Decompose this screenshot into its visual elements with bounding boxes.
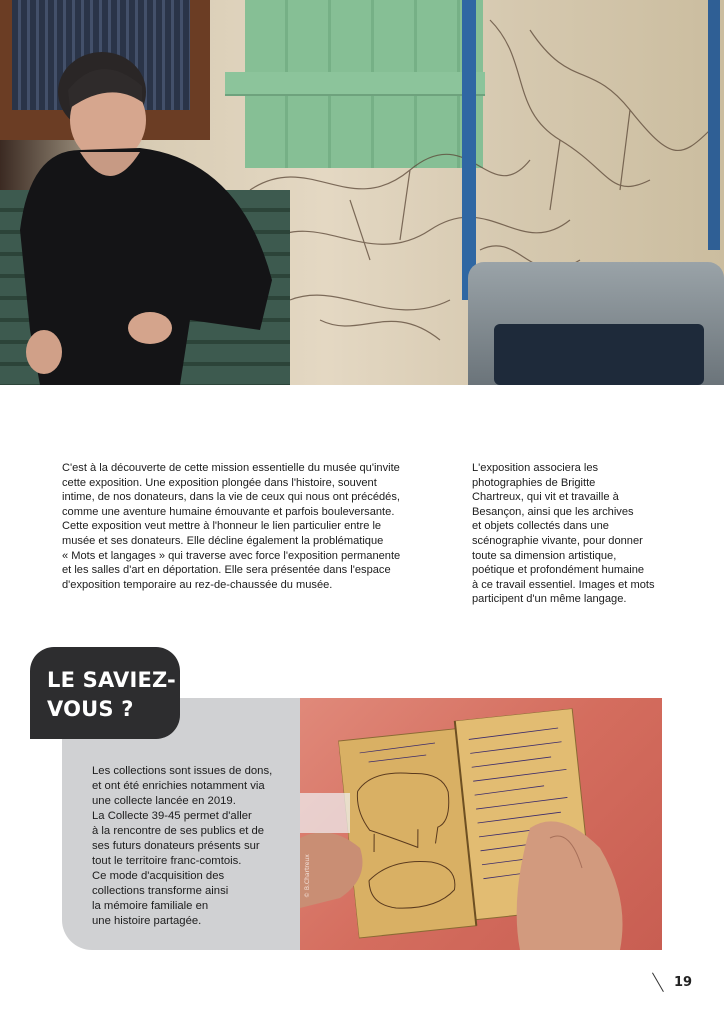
did-you-know-text xyxy=(92,764,297,929)
blue-pipe xyxy=(462,0,476,300)
did-you-know-title-line1: LE SAVIEZ- xyxy=(47,668,176,692)
page-folio xyxy=(648,973,708,997)
exhibition-text-column xyxy=(472,461,668,607)
folio-slash xyxy=(652,973,664,993)
seated-woman-illustration xyxy=(10,30,290,385)
metal-chair xyxy=(468,262,724,385)
did-you-know-title-line2: VOUS ? xyxy=(47,697,134,721)
photo-credit: © B.Chartreux xyxy=(304,854,311,898)
hands-illustration xyxy=(300,698,662,950)
intro-text-column xyxy=(62,461,434,592)
page-number: 19 xyxy=(674,975,693,990)
did-you-know-title xyxy=(30,647,180,739)
notebook-photo xyxy=(300,698,662,950)
blue-pipe-right xyxy=(708,0,720,250)
intro-paragraph: C'est à la découverte de cette mission essentielle du musée qu'invite cette exposition. Une exposition plongée dans l'histoire, souvent intime, de nos donateurs, dans la vie de ceux qui nous ont précédés, comme une aventure humaine émouvante et parfois bouleversante. Cette exposition veut mettre à l'honneur le lien particulier entre le musée et ses donateurs. Elle décline également la problématique « Mots et langages » qui traverse avec force l'exposition permanente et les salles d'art en déportation. Elle sera présentée dans l'espace d'exposition temporaire au rez-de-chaussée du musée. xyxy=(62,462,401,591)
exhibition-paragraph: L'exposition associera les photographies de Brigitte Chartreux, qui vit et travaille à Besançon, ainsi que les archives et objets collectés dans une scénographie vivante, pour donner toute sa dimension artistique, poétique et profondément humaine à ce travail essentiel. Images et mots participent d'un même langage. xyxy=(472,462,655,606)
hero-photo xyxy=(0,0,724,385)
did-you-know-paragraph: Les collections sont issues de dons, et ont été enrichies notamment via une collecte lancée en 2019. La Collecte 39-45 permet d'aller à la rencontre de ses publics et de ses futurs donateurs présents sur tout le territoire franc-comtois. Ce mode d'acquisition des collections transforme ainsi la mémoire familiale en une histoire partagée. xyxy=(92,765,273,927)
